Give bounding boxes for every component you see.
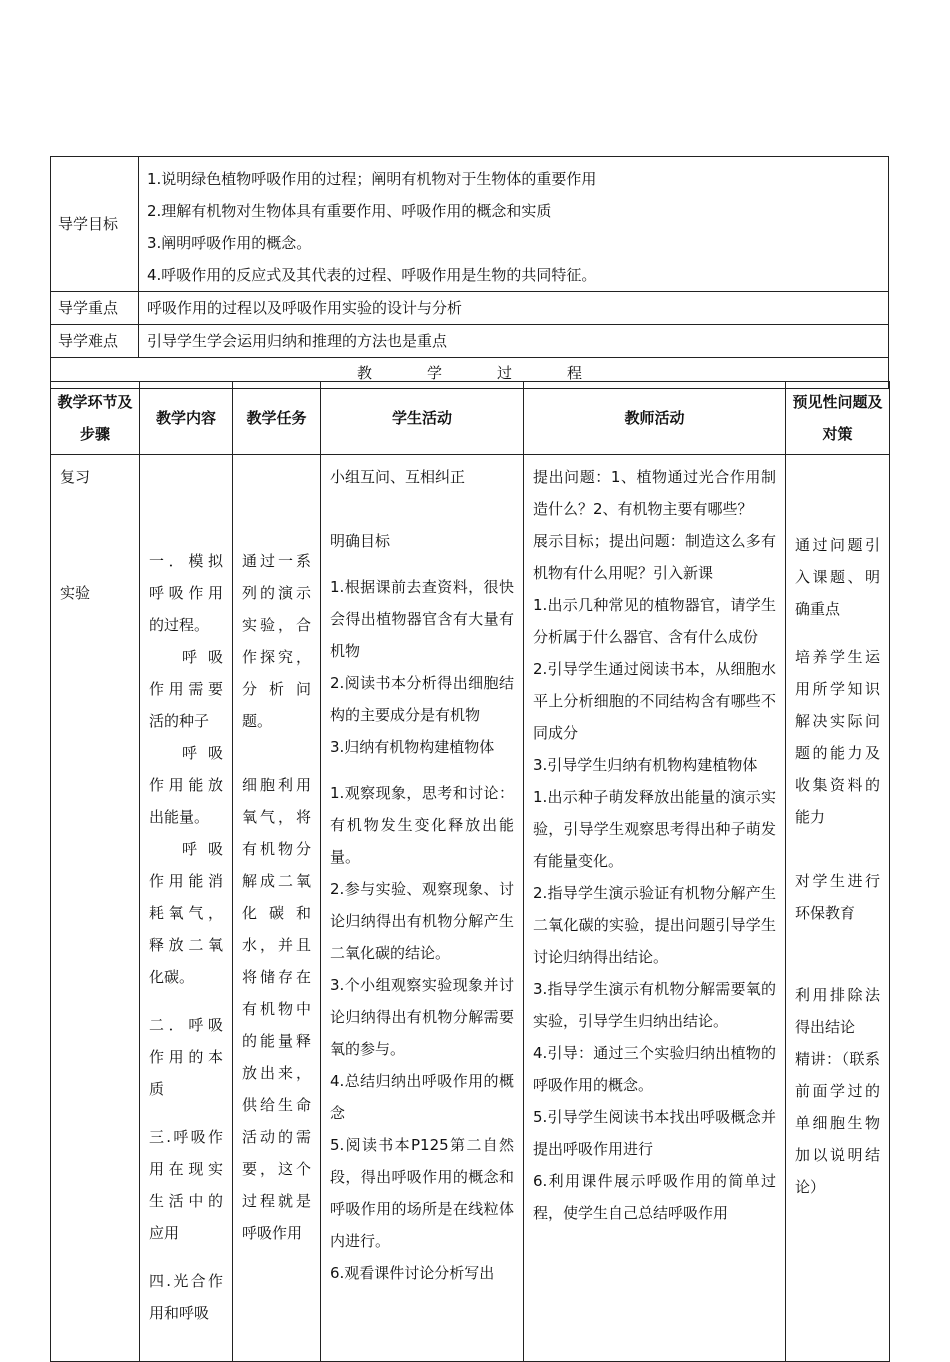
header-student: 学生活动 [321,382,524,455]
step-experiment: 实验 [60,584,91,602]
teacher-activity: 1.出示种子萌发释放出能量的演示实验，引导学生观察思考得出种子萌发有能量变化。 [533,788,776,870]
difficulty-label: 导学难点 [51,325,139,358]
difficulty-row [51,325,889,358]
teacher-activity: 提出问题：1、植物通过光合作用制造什么？2、有机物主要有哪些？ [533,468,776,518]
teacher-activity: 4.引导：通过三个实验归纳出植物的呼吸作用的概念。 [533,1044,776,1094]
student-activity: 5.阅读书本P125第二自然段，得出呼吸作用的概念和呼吸作用的场所是在线粒体内进行。 [330,1136,514,1250]
teacher-activity: 2.指导学生演示验证有机物分解产生二氧化碳的实验，提出问题引导学生讨论归纳得出结论。 [533,884,776,966]
student-activity: 2.阅读书本分析得出细胞结构的主要成分是有机物 [330,674,514,724]
student-activity: 4.总结归纳出呼吸作用的概念 [330,1072,514,1122]
goals-row [51,157,889,292]
task-text: 通过一系列的演示实验，合作探究，分析问题。 [242,552,311,730]
banner-char: 程 [566,364,582,382]
header-issues: 预见性问题及对策 [786,382,890,455]
teacher-activity: 5.引导学生阅读书本找出呼吸概念并提出呼吸作用进行 [533,1108,776,1158]
header-teacher: 教师活动 [524,382,786,455]
goals-label: 导学目标 [51,157,139,292]
issue-item: 通过问题引入课题、明确重点 [795,536,880,618]
header-task: 教学任务 [233,382,321,455]
banner-char: 教 [356,364,372,382]
header-row [51,382,890,455]
teacher-activity: 展示目标；提出问题：制造这么多有机物有什么用呢？引入新课 [533,532,776,582]
teacher-activity: 3.引导学生归纳有机物构建植物体 [533,756,758,774]
banner-char: 学 [426,364,442,382]
teacher-activity: 2.引导学生通过阅读书本，从细胞水平上分析细胞的不同结构含有哪些不同成分 [533,660,776,742]
content-cell [140,455,233,1362]
content-sub: 呼吸作用能消耗氧气，释放二氧化碳。 [149,840,223,986]
teacher-activity: 1.出示几种常见的植物器官，请学生分析属于什么器官、含有什么成份 [533,596,776,646]
student-activity: 3.个小组观察实验现象并讨论归纳得出有机物分解需要氧的参与。 [330,976,514,1058]
student-cell [321,455,524,1362]
banner-char: 过 [496,364,512,382]
step-review: 复习 [60,468,91,486]
issue-item: 对学生进行环保教育 [795,872,880,922]
content-item: 一．模拟呼吸作用的过程。 [149,552,223,634]
student-activity: 6.观看课件讨论分析写出 [330,1264,495,1282]
issues-cell [786,455,890,1362]
teacher-activity: 3.指导学生演示有机物分解需要氧的实验，引导学生归纳出结论。 [533,980,776,1030]
issue-item: 利用排除法得出结论 [795,986,880,1036]
goals-list [139,157,889,292]
goal-item: 3.阐明呼吸作用的概念。 [147,234,312,252]
header-step: 教学环节及步骤 [51,382,140,455]
student-activity: 小组互问、互相纠正 [330,468,466,486]
issue-item: 培养学生运用所学知识解决实际问题的能力及收集资料的能力 [795,648,880,826]
student-activity: 3.归纳有机物构建植物体 [330,738,495,756]
guide-table [50,156,889,389]
goal-item: 4.呼吸作用的反应式及其代表的过程、呼吸作用是生物的共同特征。 [147,266,597,284]
student-activity: 1.根据课前去查资料，很快会得出植物器官含有大量有机物 [330,578,514,660]
header-content: 教学内容 [140,382,233,455]
task-cell [233,455,321,1362]
content-item: 三.呼吸作用在现实生活中的应用 [149,1128,223,1242]
teacher-cell [524,455,786,1362]
focus-label: 导学重点 [51,292,139,325]
focus-row [51,292,889,325]
issue-item: 精讲：（联系前面学过的单细胞生物加以说明结论） [795,1050,880,1196]
teacher-activity: 6.利用课件展示呼吸作用的简单过程，使学生自己总结呼吸作用 [533,1172,776,1222]
goal-item: 2.理解有机物对生物体具有重要作用、呼吸作用的概念和实质 [147,202,552,220]
goal-item: 1.说明绿色植物呼吸作用的过程；阐明有机物对于生物体的重要作用 [147,170,597,188]
content-item: 二．呼吸作用的本质 [149,1016,223,1098]
step-cell [51,455,140,1362]
content-item: 四.光合作用和呼吸 [149,1272,223,1322]
student-activity: 明确目标 [330,532,391,550]
student-activity: 2.参与实验、观察现象、讨论归纳得出有机物分解产生二氧化碳的结论。 [330,880,514,962]
content-sub: 呼吸作用能放出能量。 [149,744,223,826]
content-sub: 呼吸作用需要活的种子 [149,648,223,730]
focus-text: 呼吸作用的过程以及呼吸作用实验的设计与分析 [139,292,889,325]
task-text: 细胞利用氧气，将有机物分解成二氧化碳和水，并且将储存在有机物中的能量释放出来，供给生命活动的需要，这个过程就是呼吸作用 [242,776,311,1242]
student-activity: 1.观察现象，思考和讨论：有机物发生变化释放出能量。 [330,784,514,866]
body-row [51,455,890,1362]
process-table [50,381,890,1362]
difficulty-text: 引导学生学会运用归纳和推理的方法也是重点 [139,325,889,358]
